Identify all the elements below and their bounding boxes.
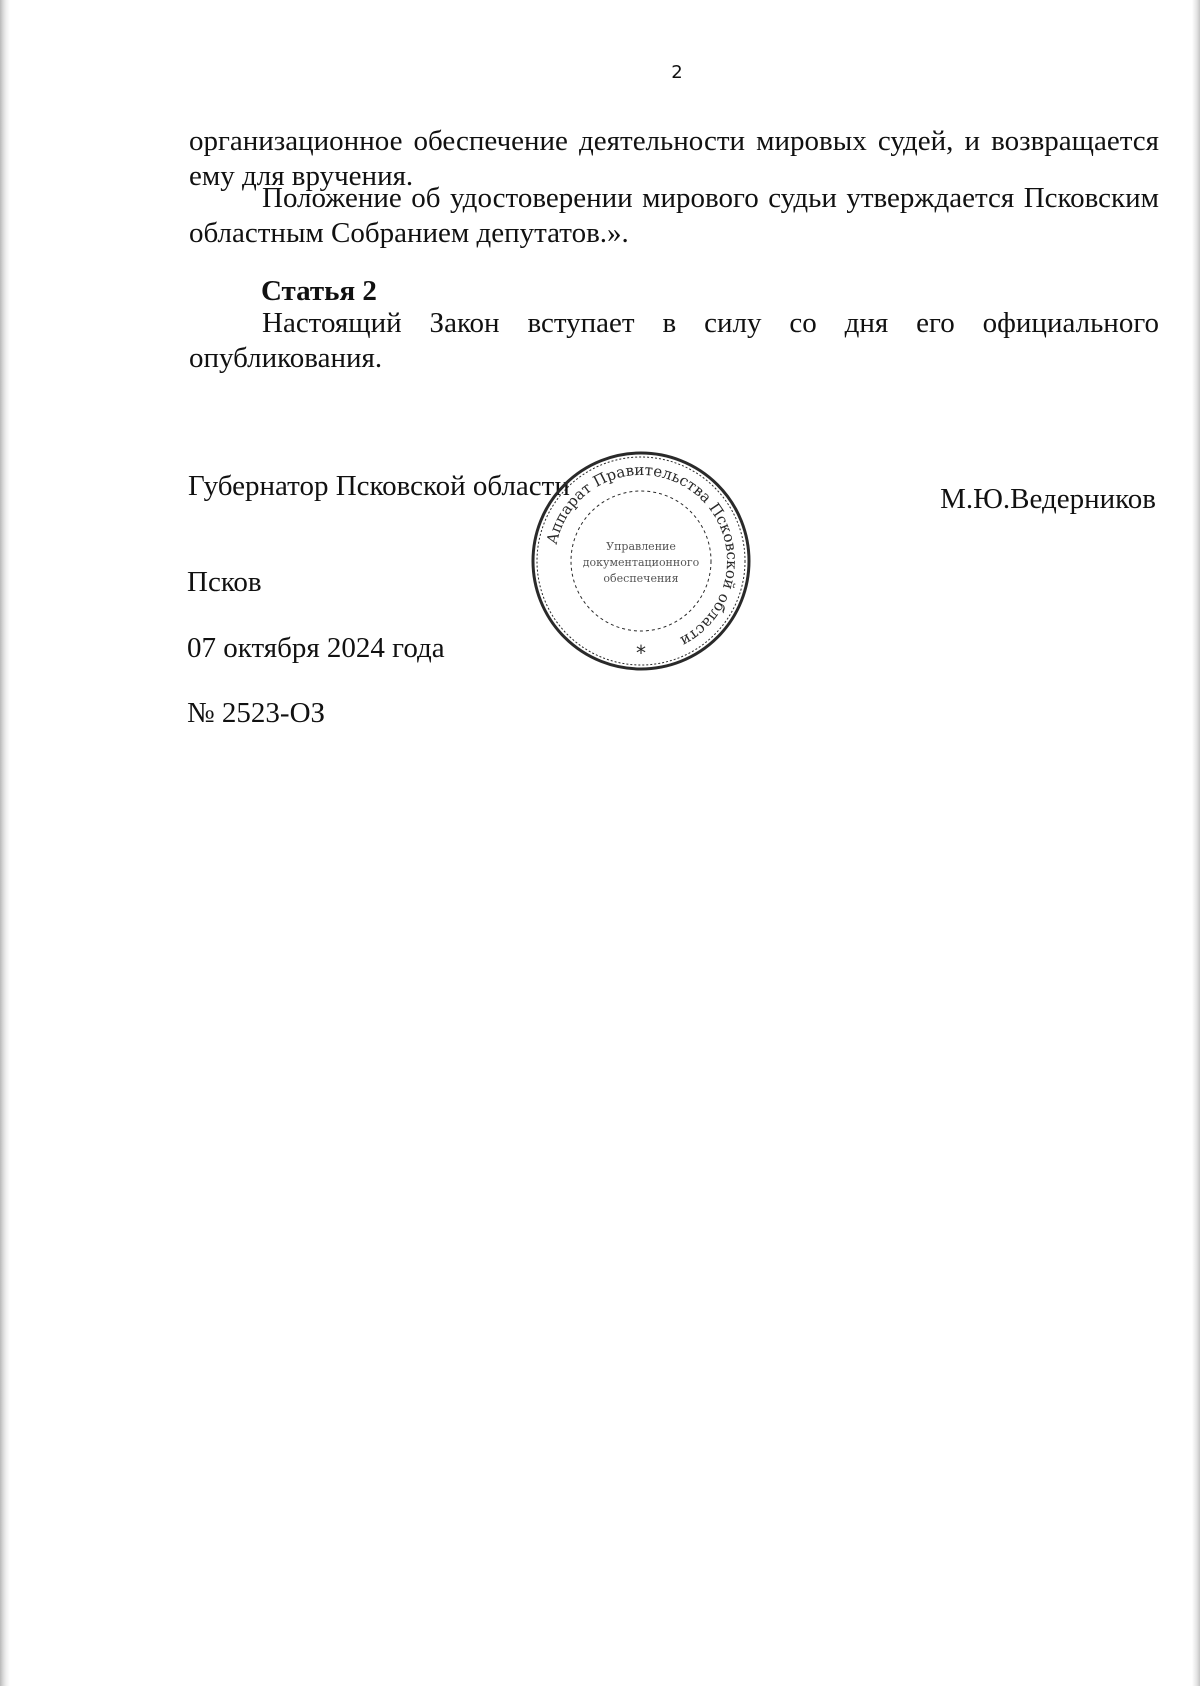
official-seal bbox=[528, 448, 754, 674]
paragraph-regulation: Положение об удостоверении мирового судьи утверждается Псковским областным Собранием депутатов.». bbox=[189, 182, 1159, 249]
document-date: 07 октября 2024 года bbox=[187, 632, 445, 664]
signature-name: М.Ю.Ведерников bbox=[940, 483, 1156, 515]
seal-ring-text: Аппарат Правительства Псковской области bbox=[542, 460, 742, 651]
signature-position: Губернатор Псковской области bbox=[188, 470, 570, 502]
article-heading: Статья 2 bbox=[261, 275, 377, 307]
seal-center-line-1: Управление bbox=[606, 540, 676, 553]
paragraph-continuation: организационное обеспечение деятельности мировых судей, и возвращается ему для вручения. bbox=[189, 125, 1159, 192]
seal-center-line-2: документационного bbox=[582, 556, 700, 569]
scan-edge-left bbox=[0, 0, 10, 1686]
paragraph-article-text: Настоящий Закон вступает в силу со дня его официального опубликования. bbox=[189, 307, 1159, 374]
document-number: № 2523-ОЗ bbox=[187, 697, 326, 729]
scan-edge-right bbox=[1192, 0, 1200, 1686]
seal-center-line-3: обеспечения bbox=[603, 572, 679, 585]
document-city: Псков bbox=[187, 566, 262, 598]
page-number: 2 bbox=[671, 62, 683, 83]
seal-star-icon: * bbox=[636, 641, 646, 665]
